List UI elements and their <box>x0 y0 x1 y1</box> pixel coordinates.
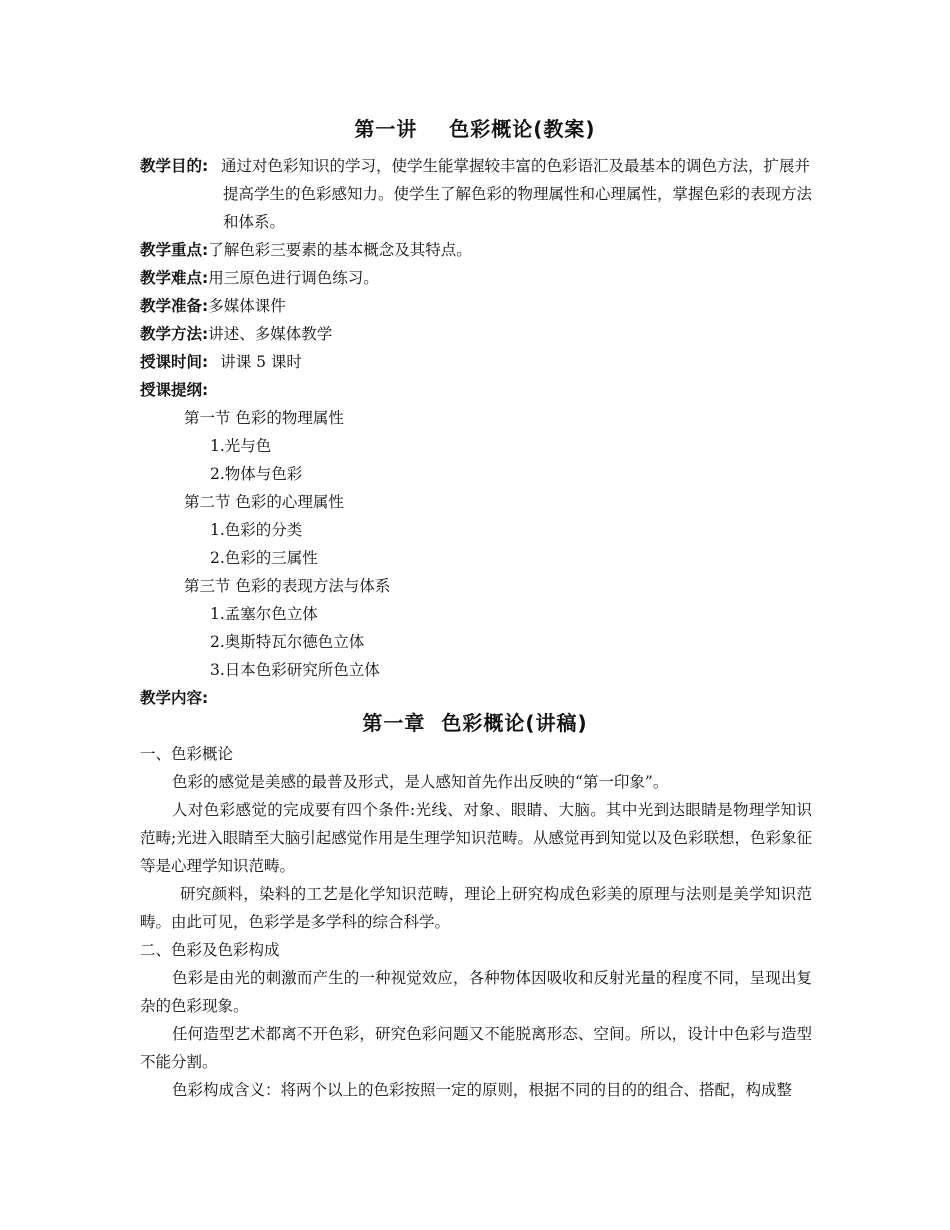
paragraph: 任何造型艺术都离不开色彩，研究色彩问题又不能脱离形态、空间。所以，设计中色彩与造型不能分割。 <box>140 1025 812 1071</box>
difficulty-text: 用三原色进行调色练习。 <box>208 269 379 287</box>
key-points <box>140 236 472 264</box>
outline-label: 授课提纲: <box>140 381 209 399</box>
preparation <box>140 292 286 320</box>
outline-section: 第三节 色彩的表现方法与体系 <box>184 577 391 595</box>
outline-section: 第二节 色彩的心理属性 <box>184 493 344 511</box>
difficulty <box>140 264 379 292</box>
lecture-title: 第一讲 色彩概论(教案) <box>354 117 596 141</box>
outline-item: 1.孟塞尔色立体 <box>210 605 318 623</box>
outline-item: 1.色彩的分类 <box>210 521 303 539</box>
goal-label: 教学目的: <box>140 157 209 175</box>
difficulty-label: 教学难点: <box>140 269 209 287</box>
prep-text: 多媒体课件 <box>208 297 286 315</box>
key-text: 了解色彩三要素的基本概念及其特点。 <box>208 241 472 259</box>
goal-text: 通过对色彩知识的学习，使学生能掌握较丰富的色彩语汇及最基本的调色方法，扩展并提高学生的色彩感知力。使学生了解色彩的物理属性和心理属性，掌握色彩的表现方法和体系。 <box>221 157 813 231</box>
outline-section: 第一节 色彩的物理属性 <box>184 409 344 427</box>
key-label: 教学重点: <box>140 241 209 259</box>
outline-item: 1.光与色 <box>210 437 272 455</box>
section-heading-1: 一、色彩概论 <box>140 745 234 763</box>
method <box>140 320 332 348</box>
outline-item: 2.物体与色彩 <box>210 465 303 483</box>
paragraph: 色彩是由光的刺激而产生的一种视觉效应，各种物体因吸收和反射光量的程度不同，呈现出复杂的色彩现象。 <box>140 969 812 1015</box>
prep-label: 教学准备: <box>140 297 209 315</box>
time-text: 讲课 5 课时 <box>220 353 302 371</box>
method-text: 讲述、多媒体教学 <box>208 325 333 343</box>
outline-item: 2.色彩的三属性 <box>210 549 318 567</box>
section-heading-2: 二、色彩及色彩构成 <box>140 941 280 959</box>
paragraph: 研究颜料，染料的工艺是化学知识范畴，理论上研究构成色彩美的原理与法则是美学知识范畴。由此可见，色彩学是多学科的综合科学。 <box>140 885 812 931</box>
class-time <box>140 348 302 376</box>
paragraph: 人对色彩感觉的完成要有四个条件:光线、对象、眼睛、大脑。其中光到达眼睛是物理学知识范畴;光进入眼睛至大脑引起感觉作用是生理学知识范畴。从感觉再到知觉以及色彩联想，色彩象征等是心理学知识范畴。 <box>140 801 812 875</box>
outline-item: 3.日本色彩研究所色立体 <box>210 661 380 679</box>
paragraph: 色彩构成含义：将两个以上的色彩按照一定的原则，根据不同的目的的组合、搭配，构成整 <box>172 1081 793 1099</box>
method-label: 教学方法: <box>140 325 209 343</box>
time-label: 授课时间: <box>140 353 209 371</box>
content-label: 教学内容: <box>140 689 209 707</box>
chapter-title: 第一章 色彩概论(讲稿) <box>362 711 588 735</box>
outline-item: 2.奥斯特瓦尔德色立体 <box>210 633 365 651</box>
paragraph: 色彩的感觉是美感的最普及形式，是人感知首先作出反映的“第一印象”。 <box>172 773 669 791</box>
